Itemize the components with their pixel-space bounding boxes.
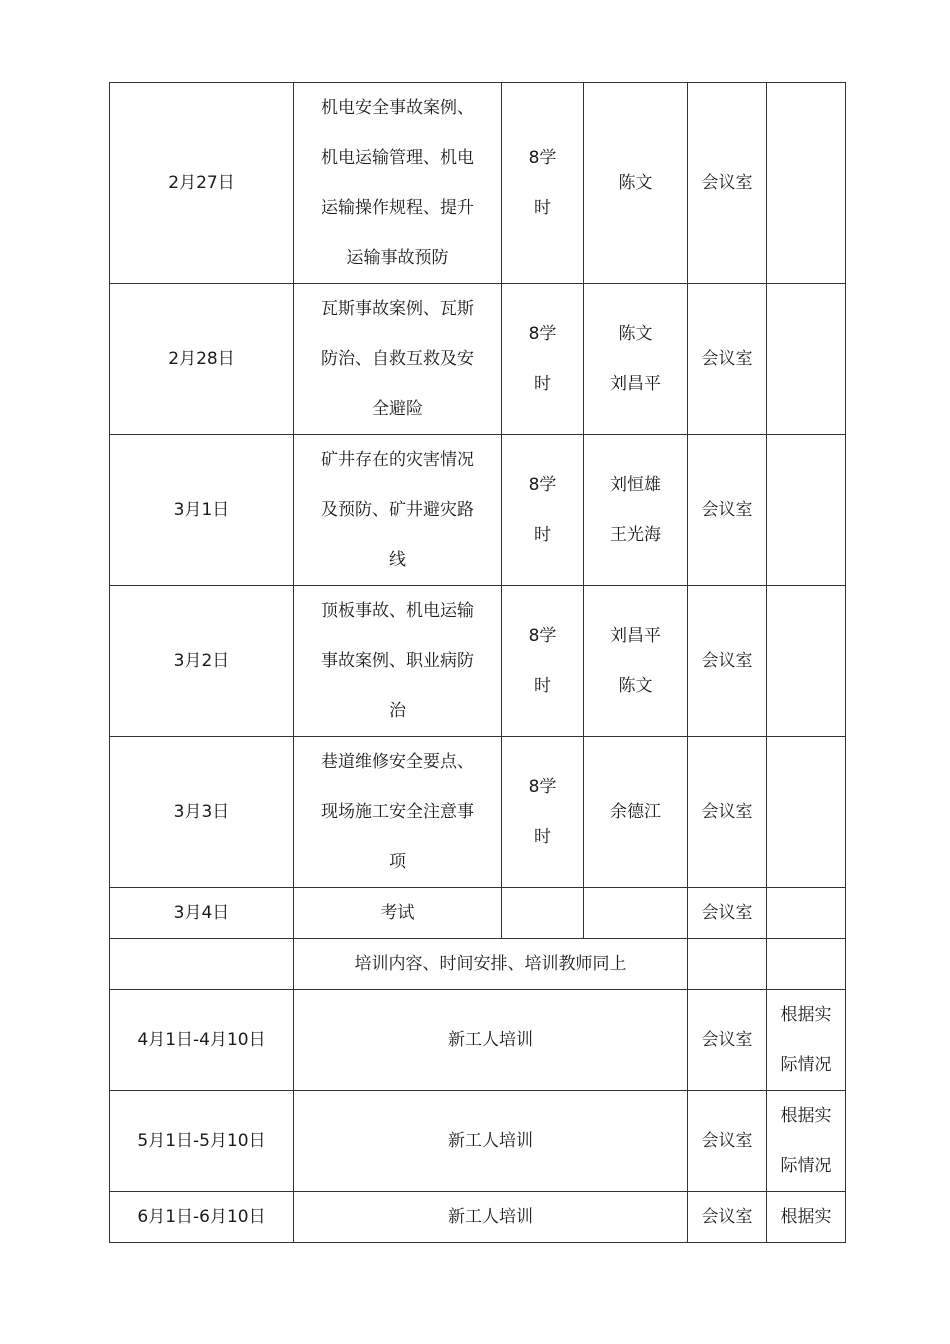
table-row: [110, 888, 846, 939]
date-cell: 3月1日: [110, 435, 294, 586]
table-row: [110, 284, 846, 435]
hours-cell: 8学 时: [502, 586, 584, 737]
table-row: [110, 435, 846, 586]
content-cell: 矿井存在的灾害情况 及预防、矿井避灾路 线: [294, 435, 502, 586]
training-schedule-table: [109, 82, 846, 1243]
location-cell: 会议室: [688, 1091, 767, 1192]
content-cell: 瓦斯事故案例、瓦斯 防治、自救互救及安 全避险: [294, 284, 502, 435]
empty-cell: [110, 939, 294, 990]
table-row: [110, 990, 846, 1091]
note-cell: [767, 435, 846, 586]
content-cell: 机电安全事故案例、 机电运输管理、机电 运输操作规程、提升 运输事故预防: [294, 83, 502, 284]
date-cell: 3月4日: [110, 888, 294, 939]
date-cell: 5月1日-5月10日: [110, 1091, 294, 1192]
location-cell: 会议室: [688, 586, 767, 737]
date-cell: 3月3日: [110, 737, 294, 888]
table-row: [110, 1192, 846, 1243]
teacher-cell: 刘恒雄 王光海: [584, 435, 688, 586]
content-cell: 巷道维修安全要点、 现场施工安全注意事 项: [294, 737, 502, 888]
hours-cell: 8学 时: [502, 284, 584, 435]
teacher-cell: 余德江: [584, 737, 688, 888]
teacher-cell: 陈文 刘昌平: [584, 284, 688, 435]
empty-cell: [688, 939, 767, 990]
location-cell: 会议室: [688, 888, 767, 939]
hours-cell: 8学 时: [502, 83, 584, 284]
note-cell: [767, 284, 846, 435]
content-cell: 顶板事故、机电运输 事故案例、职业病防 治: [294, 586, 502, 737]
location-cell: 会议室: [688, 737, 767, 888]
note-cell: 根据实: [767, 1192, 846, 1243]
location-cell: 会议室: [688, 83, 767, 284]
empty-cell: [767, 939, 846, 990]
content-cell: 新工人培训: [294, 1091, 688, 1192]
note-cell: [767, 586, 846, 737]
content-cell: 新工人培训: [294, 1192, 688, 1243]
note-cell: [767, 888, 846, 939]
teacher-cell: 陈文: [584, 83, 688, 284]
date-cell: 4月1日-4月10日: [110, 990, 294, 1091]
teacher-cell: 刘昌平 陈文: [584, 586, 688, 737]
location-cell: 会议室: [688, 284, 767, 435]
note-cell: [767, 83, 846, 284]
date-cell: 2月27日: [110, 83, 294, 284]
hours-cell: 8学 时: [502, 435, 584, 586]
note-cell: 根据实 际情况: [767, 1091, 846, 1192]
table-row: [110, 586, 846, 737]
hours-cell: [502, 888, 584, 939]
table-row: [110, 1091, 846, 1192]
table-row: [110, 83, 846, 284]
location-cell: 会议室: [688, 1192, 767, 1243]
content-cell: 新工人培训: [294, 990, 688, 1091]
location-cell: 会议室: [688, 990, 767, 1091]
note-cell: 根据实 际情况: [767, 990, 846, 1091]
date-cell: 2月28日: [110, 284, 294, 435]
teacher-cell: [584, 888, 688, 939]
location-cell: 会议室: [688, 435, 767, 586]
same-as-above-cell: 培训内容、时间安排、培训教师同上: [294, 939, 688, 990]
note-cell: [767, 737, 846, 888]
content-cell: 考试: [294, 888, 502, 939]
table-row: [110, 939, 846, 990]
date-cell: 3月2日: [110, 586, 294, 737]
hours-cell: 8学 时: [502, 737, 584, 888]
table-row: [110, 737, 846, 888]
date-cell: 6月1日-6月10日: [110, 1192, 294, 1243]
